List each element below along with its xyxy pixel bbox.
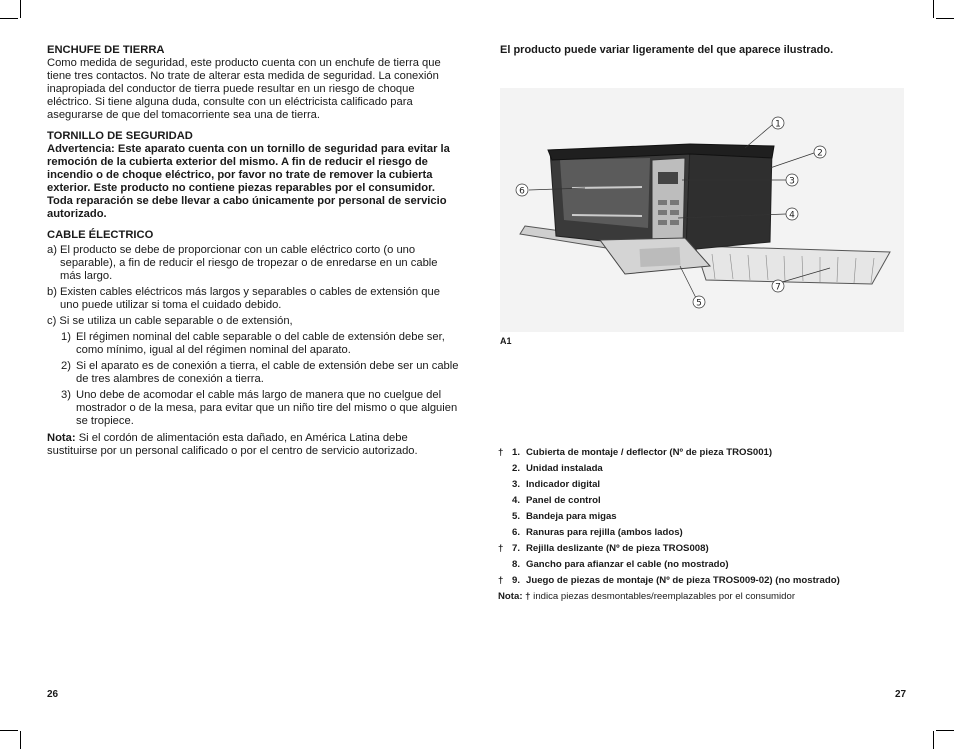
part-number: 9. — [511, 575, 520, 586]
part-number: 1. — [511, 447, 520, 458]
callout-number: 1 — [775, 119, 781, 130]
crop-mark — [0, 18, 18, 19]
part-number: 6. — [511, 527, 520, 538]
dagger-mark: † — [498, 447, 504, 458]
parts-list — [498, 446, 918, 604]
part-label: Gancho para afianzar el cable (no mostrado) — [526, 559, 729, 570]
part-number: 3. — [511, 479, 520, 490]
part-label: Unidad instalada — [526, 463, 603, 474]
parts-list-item — [498, 446, 918, 462]
sub-list-item: 1) El régimen nominal del cable separable o del cable de extensión debe ser, como mínimo, igual al del régimen nominal del aparato. — [61, 331, 445, 356]
crop-mark — [936, 730, 954, 731]
parts-list-item — [498, 510, 918, 526]
list-item: b) Existen cables eléctricos más largos y separables o cables de extensión que uno puede utilizar si toma el cuidado debido. — [47, 286, 440, 311]
note-paragraph: Nota: Si el cordón de alimentación esta dañado, en América Latina debe sustituirse por un personal calificado o por el centro de servicio autorizado. — [47, 432, 418, 457]
crop-mark — [20, 731, 21, 749]
parts-list-item — [498, 574, 918, 590]
callout-number: 5 — [696, 298, 702, 309]
illustration-note: El producto puede variar ligeramente del que aparece ilustrado. — [500, 44, 834, 56]
parts-note: Nota: † indica piezas desmontables/reemplazables por el consumidor — [498, 591, 796, 602]
left-column — [47, 44, 459, 458]
part-label: Indicador digital — [526, 479, 601, 490]
parts-list-item — [498, 462, 918, 478]
part-number: 4. — [511, 495, 520, 506]
part-number: 7. — [511, 543, 520, 554]
part-label: Juego de piezas de montaje (Nº de pieza TROS009-02) (no mostrado) — [526, 575, 840, 586]
part-number: 5. — [511, 511, 520, 522]
list-item: c) Si se utiliza un cable separable o de extensión, — [47, 315, 293, 327]
section-body-warning: Advertencia: Este aparato cuenta con un tornillo de seguridad para evitar la remoción de la cubierta exterior del mismo. A fin de reducir el riesgo de incendio o de choque eléctrico, por favor no trate de remover la cubierta exterior. Este producto no contiene piezas reparables por el consumidor. Toda reparación se debe llevar a cabo únicamente por personal de servicio autorizado. — [47, 143, 450, 220]
part-label: Rejilla deslizante (Nº de pieza TROS008) — [526, 543, 709, 554]
section-body: Como medida de seguridad, este producto cuenta con un enchufe de tierra que tiene tres contactos. No trate de alterar esta medida de seguridad. La conexión inapropiada del conductor de tierra puede resultar en un riesgo de choque eléctrico. Si tiene alguna duda, consulte con un eléctricista calificado para asegurarse de que del tomacorriente sea una de tierra. — [47, 57, 441, 121]
toaster-oven-illustration — [500, 88, 904, 332]
part-label: Bandeja para migas — [526, 511, 617, 522]
parts-list-item — [498, 478, 918, 494]
part-number: 2. — [511, 463, 520, 474]
part-number: 8. — [511, 559, 520, 570]
parts-list-item — [498, 526, 918, 542]
section-heading: TORNILLO DE SEGURIDAD — [47, 130, 193, 142]
callout-number: 7 — [775, 282, 781, 293]
part-label: Cubierta de montaje / deflector (Nº de pieza TROS001) — [526, 447, 773, 458]
page-number-left: 26 — [47, 689, 59, 700]
callout-number: 6 — [519, 186, 525, 197]
page-number-right: 27 — [895, 689, 907, 700]
dagger-mark: † — [498, 543, 504, 554]
parts-list-item — [498, 494, 918, 510]
parts-list-item — [498, 542, 918, 558]
part-label: Panel de control — [526, 495, 601, 506]
crop-mark — [933, 731, 934, 749]
crop-mark — [933, 0, 934, 18]
parts-list-item — [498, 558, 918, 574]
callout-number: 4 — [789, 210, 795, 221]
sub-list-item: 3) Uno debe de acomodar el cable más largo de manera que no cuelgue del mostrador o de la mesa, para evitar que un niño tire del mismo o que alguien se tropiece. — [61, 389, 458, 427]
crop-mark — [0, 730, 18, 731]
figure-label: A1 — [500, 336, 512, 346]
callout-number: 2 — [817, 148, 823, 159]
callout-number: 3 — [789, 176, 795, 187]
section-heading: ENCHUFE DE TIERRA — [47, 44, 165, 56]
sub-list-item: 2) Si el aparato es de conexión a tierra, el cable de extensión debe ser un cable de tres alambres de conexión a tierra. — [61, 360, 459, 385]
crop-mark — [936, 18, 954, 19]
part-label: Ranuras para rejilla (ambos lados) — [526, 527, 683, 538]
crop-mark — [20, 0, 21, 18]
list-item: a) El producto se debe de proporcionar con un cable eléctrico corto (o uno separable), a fin de reducir el riesgo de tropezar o de enredarse en un cable más largo. — [47, 244, 438, 282]
dagger-mark: † — [498, 575, 504, 586]
section-heading: CABLE ÉLECTRICO — [47, 229, 154, 241]
